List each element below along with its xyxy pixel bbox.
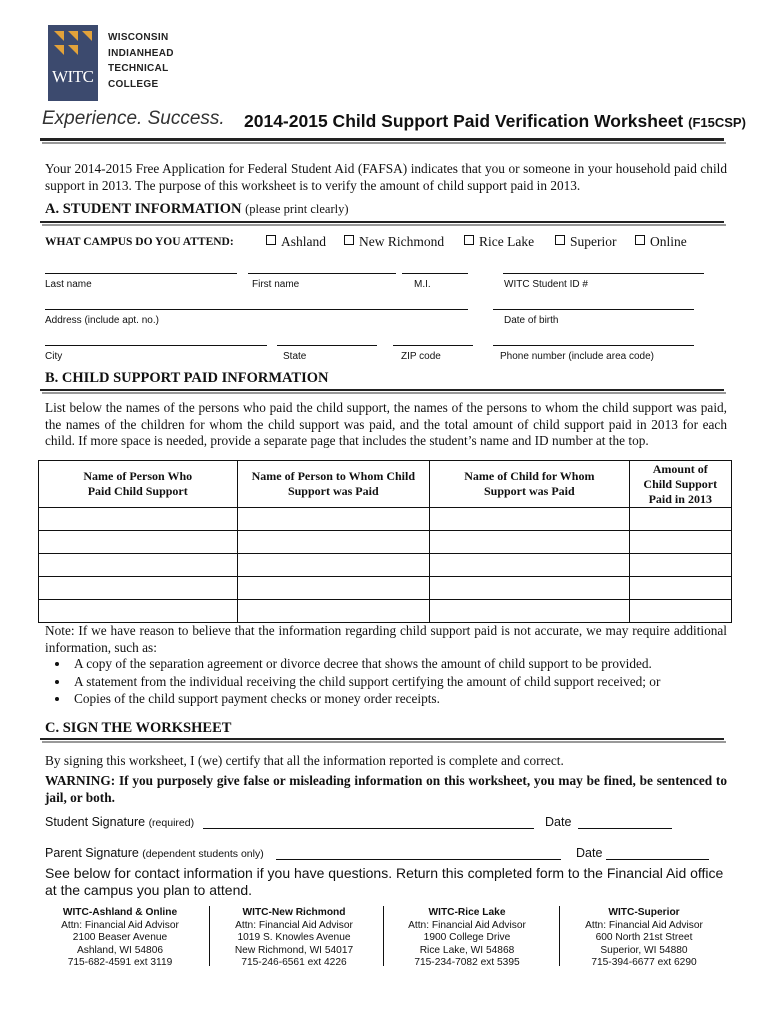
table-cell[interactable] (39, 508, 238, 531)
parent-signature-row: Parent Signature (dependent students only) (45, 846, 264, 860)
section-c-rule (40, 738, 724, 740)
table-cell[interactable] (629, 554, 731, 577)
campus-checkbox-superior[interactable]: Superior (555, 234, 617, 250)
student-signature-row: Student Signature (required) (45, 815, 195, 829)
first-name-label: First name (252, 279, 300, 290)
table-cell[interactable] (629, 577, 731, 600)
title-rule-shadow (42, 142, 726, 144)
table-cell[interactable] (629, 508, 731, 531)
note-bullets (25, 655, 727, 708)
column-header-payer: Name of Person Who Paid Child Support (39, 461, 238, 508)
parent-signature-field[interactable] (276, 859, 561, 860)
table-cell[interactable] (39, 554, 238, 577)
page-title: 2014-2015 Child Support Paid Verification Worksheet (F15CSP) (244, 111, 746, 131)
table-cell[interactable] (629, 600, 731, 623)
table-cell[interactable] (39, 600, 238, 623)
phone-label: Phone number (include area code) (500, 351, 654, 362)
contact-ashland: WITC-Ashland & Online Attn: Financial Aid Advisor 2100 Beaser Avenue Ashland, WI 54806 715-682-4591 ext 3119 (61, 907, 179, 968)
list-item: • A copy of the separation agreement or divorce decree that shows the amount of child support to be provided. (70, 655, 727, 673)
campus-checkbox-new-richmond[interactable]: New Richmond (344, 234, 444, 250)
contact-divider (383, 906, 384, 966)
verification-note: Note: If we have reason to believe that the information regarding child support paid is not accurate, we may require additional information, such as: (45, 623, 727, 655)
student-date-field[interactable] (578, 828, 672, 829)
certify-statement: By signing this worksheet, I (we) certify that all the information reported is complete and correct. (45, 753, 564, 768)
contact-intro: See below for contact information if you have questions. Return this completed form to the Financial Aid office at the campus you plan to attend. (45, 865, 724, 898)
table-cell[interactable] (39, 577, 238, 600)
section-a-rule (40, 221, 724, 223)
parent-date-field[interactable] (606, 859, 709, 860)
section-b-instructions: List below the names of the persons who paid the child support, the names of the persons to whom the child support was paid, the names of the children for whom the child support was paid, and the total amount of child support paid in 2013 for each child. If more space is needed, provide a separate page that includes the student’s name and ID number at the top. (45, 400, 727, 448)
phone-field[interactable] (493, 345, 694, 346)
table-cell[interactable] (430, 508, 629, 531)
table-cell[interactable] (430, 554, 629, 577)
student-id-field[interactable] (503, 273, 704, 274)
address-label: Address (include apt. no.) (45, 315, 159, 326)
section-b-rule-shadow (42, 392, 726, 394)
list-item: • A statement from the individual receiving the child support certifying the amount of child support received; or (70, 673, 727, 691)
contact-superior: WITC-Superior Attn: Financial Aid Advisor 600 North 21st Street Superior, WI 54880 715-394-6677 ext 6290 (585, 907, 703, 968)
column-header-amount: Amount of Child Support Paid in 2013 (629, 461, 731, 508)
address-field[interactable] (45, 309, 468, 310)
campus-checkbox-online[interactable]: Online (635, 234, 687, 250)
zip-label: ZIP code (401, 351, 441, 362)
table-row (39, 554, 732, 577)
section-c-rule-shadow (42, 741, 726, 743)
table-cell[interactable] (629, 531, 731, 554)
campus-checkbox-rice-lake[interactable]: Rice Lake (464, 234, 534, 250)
section-b-heading: B. CHILD SUPPORT PAID INFORMATION (45, 370, 329, 386)
student-date-label: Date (545, 815, 572, 829)
contact-divider (209, 906, 210, 966)
witc-logo (48, 25, 98, 101)
table-row (39, 531, 732, 554)
state-field[interactable] (277, 345, 377, 346)
dob-field[interactable] (493, 309, 694, 310)
state-label: State (283, 351, 307, 362)
student-id-label: WITC Student ID # (504, 279, 588, 290)
parent-date-label: Date (576, 846, 603, 860)
zip-field[interactable] (393, 345, 473, 346)
city-field[interactable] (45, 345, 267, 346)
table-cell[interactable] (237, 531, 430, 554)
contact-new-richmond: WITC-New Richmond Attn: Financial Aid Advisor 1019 S. Knowles Avenue New Richmond, WI 54017 715-246-6561 ext 4226 (234, 907, 354, 968)
city-label: City (45, 351, 63, 362)
campus-checkbox-ashland[interactable]: Ashland (266, 234, 326, 250)
table-cell[interactable] (237, 554, 430, 577)
table-cell[interactable] (237, 508, 430, 531)
table-row (39, 508, 732, 531)
first-name-field[interactable] (248, 273, 396, 274)
table-row (39, 600, 732, 623)
table-cell[interactable] (39, 531, 238, 554)
dob-label: Date of birth (504, 315, 559, 326)
title-rule (40, 138, 724, 141)
table-cell[interactable] (430, 600, 629, 623)
tagline: Experience. Success. (42, 108, 225, 129)
mi-label: M.I. (414, 279, 431, 290)
table-cell[interactable] (237, 577, 430, 600)
last-name-field[interactable] (45, 273, 237, 274)
contact-divider (559, 906, 560, 966)
contact-rice-lake: WITC-Rice Lake Attn: Financial Aid Advisor 1900 College Drive Rice Lake, WI 54868 715-234-7082 ext 5395 (408, 907, 526, 968)
section-a-rule-shadow (42, 224, 726, 226)
college-name: WISCONSIN INDIANHEAD TECHNICAL COLLEGE (108, 32, 174, 90)
logo-wordmark: WITC (52, 67, 94, 86)
table-row (39, 577, 732, 600)
last-name-label: Last name (45, 279, 92, 290)
section-b-rule (40, 389, 724, 391)
intro-paragraph: Your 2014-2015 Free Application for Federal Student Aid (FAFSA) indicates that you or someone in your household paid child support in 2013. The purpose of this worksheet is to verify the amount of child support paid in 2013. (45, 161, 727, 193)
section-c-heading: C. SIGN THE WORKSHEET (45, 720, 232, 736)
column-header-child: Name of Child for Whom Support was Paid (430, 461, 629, 508)
table-cell[interactable] (430, 531, 629, 554)
warning-statement: WARNING: If you purposely give false or misleading information on this worksheet, you may be fined, be sentenced to jail, or both. (45, 773, 727, 805)
mi-field[interactable] (402, 273, 468, 274)
student-signature-field[interactable] (203, 828, 534, 829)
table-cell[interactable] (237, 600, 430, 623)
campus-question: WHAT CAMPUS DO YOU ATTEND: (45, 236, 234, 248)
section-a-heading: A. STUDENT INFORMATION (please print clearly) (45, 201, 349, 217)
child-support-table (38, 460, 732, 623)
table-cell[interactable] (430, 577, 629, 600)
column-header-recipient: Name of Person to Whom Child Support was Paid (237, 461, 430, 508)
list-item: • Copies of the child support payment checks or money order receipts. (70, 690, 727, 708)
